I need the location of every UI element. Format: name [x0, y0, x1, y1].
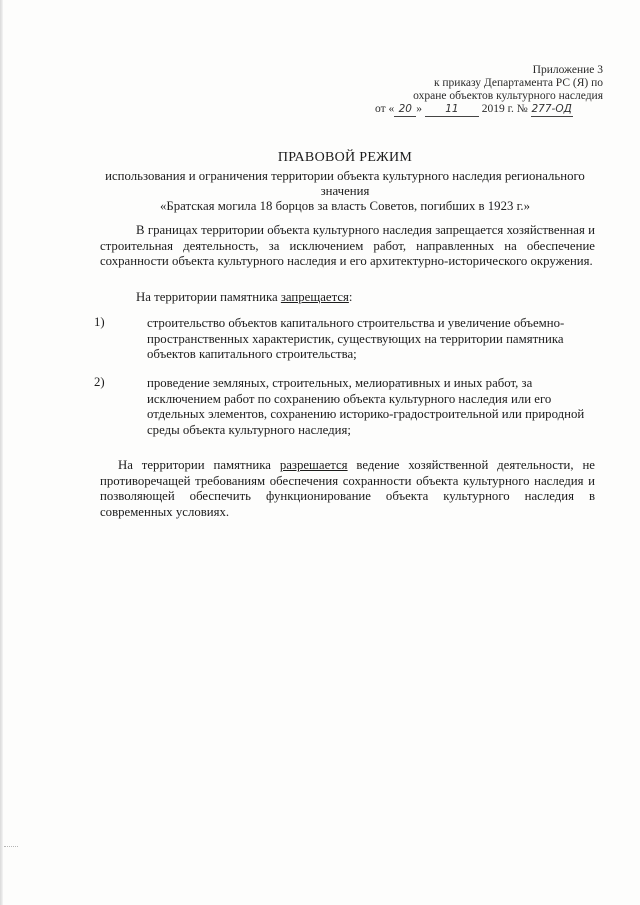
list-item-2-number: 2): [94, 375, 105, 389]
paragraph-1-indent: [100, 223, 136, 237]
paragraph-2: [136, 290, 352, 305]
scan-artifact: [4, 846, 18, 851]
paragraph-1: [100, 223, 595, 270]
appendix-line-3: охране объектов культурного наследия: [413, 90, 603, 102]
paragraph-3-prefix: На территории памятника: [118, 458, 280, 472]
paragraph-3: [100, 458, 595, 520]
paragraph-2-suffix: :: [348, 290, 353, 304]
appendix-line-2: к приказу Департамента РС (Я) по: [433, 77, 603, 89]
subtitle-line-3: «Братская могила 18 борцов за власть Советов, погибших в 1923 г.»: [160, 199, 530, 213]
date-year: 2019 г. №: [481, 103, 528, 115]
scan-edge: [0, 0, 3, 905]
date-mid: »: [416, 103, 422, 115]
paragraph-3-suffix: ведение хозяйственной деятельности, не противоречащей требованиям обеспечения сохранности объекта культурного наследия и позволяющей обеспечить функционирование объекта культурного наследия в современных условиях.: [100, 458, 595, 519]
subtitle-line-1: использования и ограничения территории объекта культурного наследия регионального: [105, 169, 585, 183]
list-item-1-number: 1): [94, 315, 105, 329]
appendix-header: [363, 64, 603, 117]
title-block: [85, 150, 605, 214]
subtitle-line-2: значения: [320, 184, 370, 198]
handwritten-day: 20: [394, 103, 416, 117]
paragraph-2-prefix: На территории памятника: [136, 290, 281, 304]
appendix-line-1: Приложение 3: [532, 64, 603, 76]
document-title: ПРАВОВОЙ РЕЖИМ: [277, 150, 413, 165]
appendix-date-line: [363, 103, 603, 117]
paragraph-3-emphasis: разрешается: [279, 458, 348, 472]
date-prefix: от «: [375, 103, 395, 115]
paragraph-3-indent: [100, 458, 118, 472]
paragraph-2-emphasis: запрещается: [280, 290, 349, 304]
handwritten-order-number: 277-ОД: [531, 103, 572, 115]
list-item-1-text: строительство объектов капитального строительства и увеличение объемно-пространственных характеристик, существующих на территории памятника объектов капитального строительства;: [147, 316, 565, 361]
list-item-2-text: проведение земляных, строительных, мелиоративных и иных работ, за исключением работ по сохранению объекта культурного наследия или его отдельных элементов, сохранению историко-градостроительной или природной среды объекта культурного наследия;: [147, 376, 585, 437]
paragraph-1-text: В границах территории объекта культурного наследия запрещается хозяйственная и строительная деятельность, за исключением работ, направленных на обеспечение сохранности объекта культурного наследия и его архитектурно-исторического окружения.: [100, 223, 595, 268]
handwritten-month: 11: [425, 103, 479, 117]
